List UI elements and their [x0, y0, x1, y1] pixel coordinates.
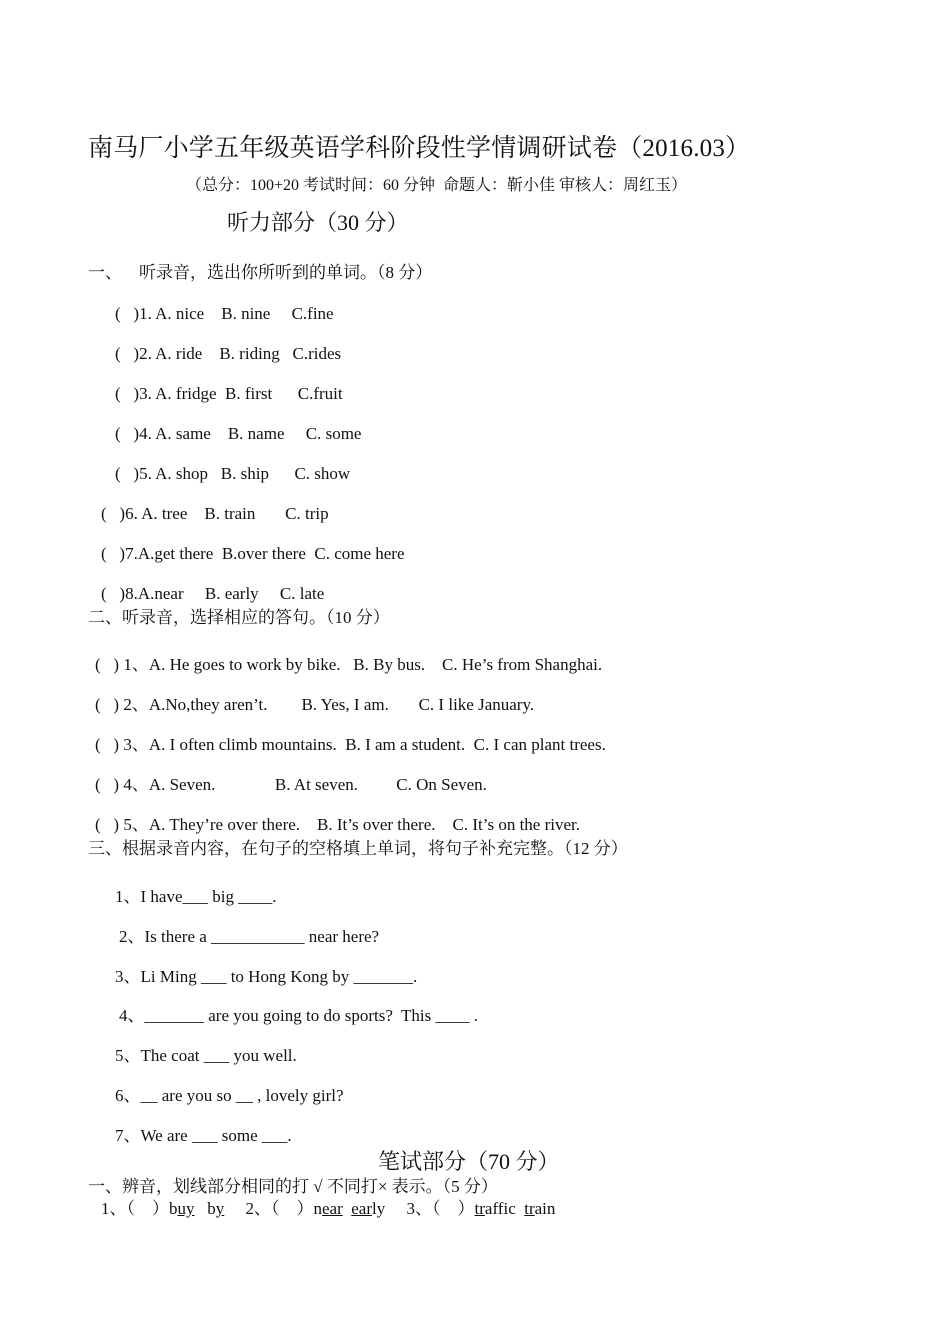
written-part1-heading: 一、辨音，划线部分相同的打 √ 不同打× 表示。（5 分） [88, 1177, 498, 1196]
question-label: 3、（ ） [406, 1199, 475, 1218]
word-by: by [207, 1199, 225, 1218]
part1-heading: 一、 听录音，选出你所听到的单词。（8 分） [88, 263, 433, 282]
part3-heading: 三、根据录音内容，在句子的空格填上单词，将句子补充完整。（12 分） [88, 839, 628, 858]
part1-item: ( )6. A. tree B. train C. trip [101, 504, 329, 523]
part1-item: ( )1. A. nice B. nine C.fine [115, 304, 334, 323]
part3-item: 3、Li Ming ___ to Hong Kong by _______. [115, 967, 418, 986]
word-buy: buy [169, 1199, 195, 1218]
part1-item: ( )4. A. same B. name C. some [115, 424, 362, 443]
part3-item: 4、_______ are you going to do sports? This ____ . [119, 1006, 479, 1025]
part3-item: 7、We are ___ some ___. [115, 1126, 292, 1145]
listening-section-heading: 听力部分（30 分） [227, 210, 409, 235]
part1-item: ( )3. A. fridge B. first C.fruit [115, 384, 343, 403]
part1-item: ( )8.A.near B. early C. late [101, 584, 325, 603]
part3-item: 1、I have___ big ____. [115, 887, 277, 906]
word-train: train [524, 1199, 556, 1218]
part2-item: ( ) 1、A. He goes to work by bike. B. By bus. C. He’s from Shanghai. [95, 655, 603, 674]
part1-item: ( )2. A. ride B. riding C.rides [115, 344, 342, 363]
word-traffic: traffic [474, 1199, 516, 1218]
part2-heading: 二、听录音，选择相应的答句。（10 分） [88, 608, 390, 627]
part2-item: ( ) 5、A. They’re over there. B. It’s over there. C. It’s on the river. [95, 815, 580, 834]
part2-item: ( ) 2、A.No,they aren’t. B. Yes, I am. C. I like January. [95, 695, 535, 714]
part2-item: ( ) 4、A. Seven. B. At seven. C. On Seven. [95, 775, 487, 794]
part1-item: ( )7.A.get there B.over there C. come here [101, 544, 405, 563]
phonics-question-row [101, 1200, 555, 1217]
part3-item: 5、The coat ___ you well. [115, 1046, 297, 1065]
question-label: 2、（ ） [245, 1199, 314, 1218]
part1-item: ( )5. A. shop B. ship C. show [115, 464, 351, 483]
word-near: near [313, 1199, 343, 1218]
part3-item: 6、__ are you so __ , lovely girl? [115, 1086, 344, 1105]
part3-item: 2、Is there a ___________ near here? [119, 927, 380, 946]
written-section-heading: 笔试部分（70 分） [378, 1149, 560, 1174]
exam-subtitle: （总分：100+20 考试时间：60 分钟 命题人：靳小佳 审核人：周红玉） [186, 177, 688, 194]
part2-item: ( ) 3、A. I often climb mountains. B. I am a student. C. I can plant trees. [95, 735, 606, 754]
question-label: 1、（ ） [101, 1199, 169, 1218]
exam-title: 南马厂小学五年级英语学科阶段性学情调研试卷（2016.03） [88, 135, 751, 162]
word-early: early [351, 1199, 386, 1218]
